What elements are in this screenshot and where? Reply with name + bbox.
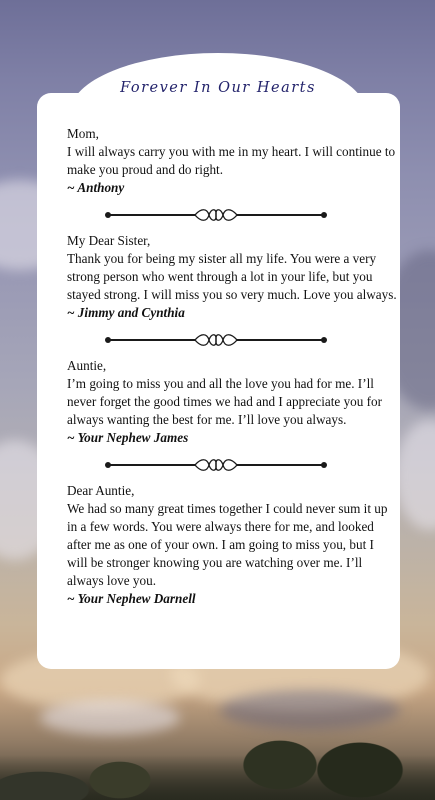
- messages-list: [67, 125, 397, 608]
- message-item: [67, 482, 397, 608]
- message-body: I’m going to miss you and all the love you had for me. I’ll never forget the good times we had and I appreciate you for always wanting the best for me. I’ll love you always.: [67, 376, 383, 427]
- message-item: [67, 125, 397, 197]
- ornamental-divider-icon: [107, 458, 325, 472]
- message-signature: ~ Your Nephew James: [67, 430, 189, 445]
- message-item: [67, 357, 397, 447]
- message-greeting: Dear Auntie,: [67, 483, 135, 498]
- ornamental-divider-icon: [107, 333, 325, 347]
- message-item: [67, 232, 397, 322]
- message-greeting: Auntie,: [67, 358, 107, 373]
- ornamental-divider-icon: [107, 208, 325, 222]
- message-body: I will always carry you with me in my heart. I will continue to make you proud and do right.: [67, 144, 396, 177]
- page-title: Forever In Our Hearts: [120, 80, 316, 96]
- message-greeting: My Dear Sister,: [67, 233, 151, 248]
- message-body: We had so many great times together I could never sum it up in a few words. You were always there for me, and looked after me as one of your own. I am going to miss you, but I will be stronger knowing you are watching over me. I’ll always love you.: [67, 501, 388, 588]
- message-signature: ~ Jimmy and Cynthia: [67, 305, 185, 320]
- message-greeting: Mom,: [67, 126, 99, 141]
- tree-silhouette: [0, 725, 435, 800]
- message-signature: ~ Your Nephew Darnell: [67, 591, 196, 606]
- message-body: Thank you for being my sister all my life. You were a very strong person who went through a lot in your life, but you stayed strong. I will miss you so very much. Love you always.: [67, 251, 397, 302]
- message-signature: ~ Anthony: [67, 180, 125, 195]
